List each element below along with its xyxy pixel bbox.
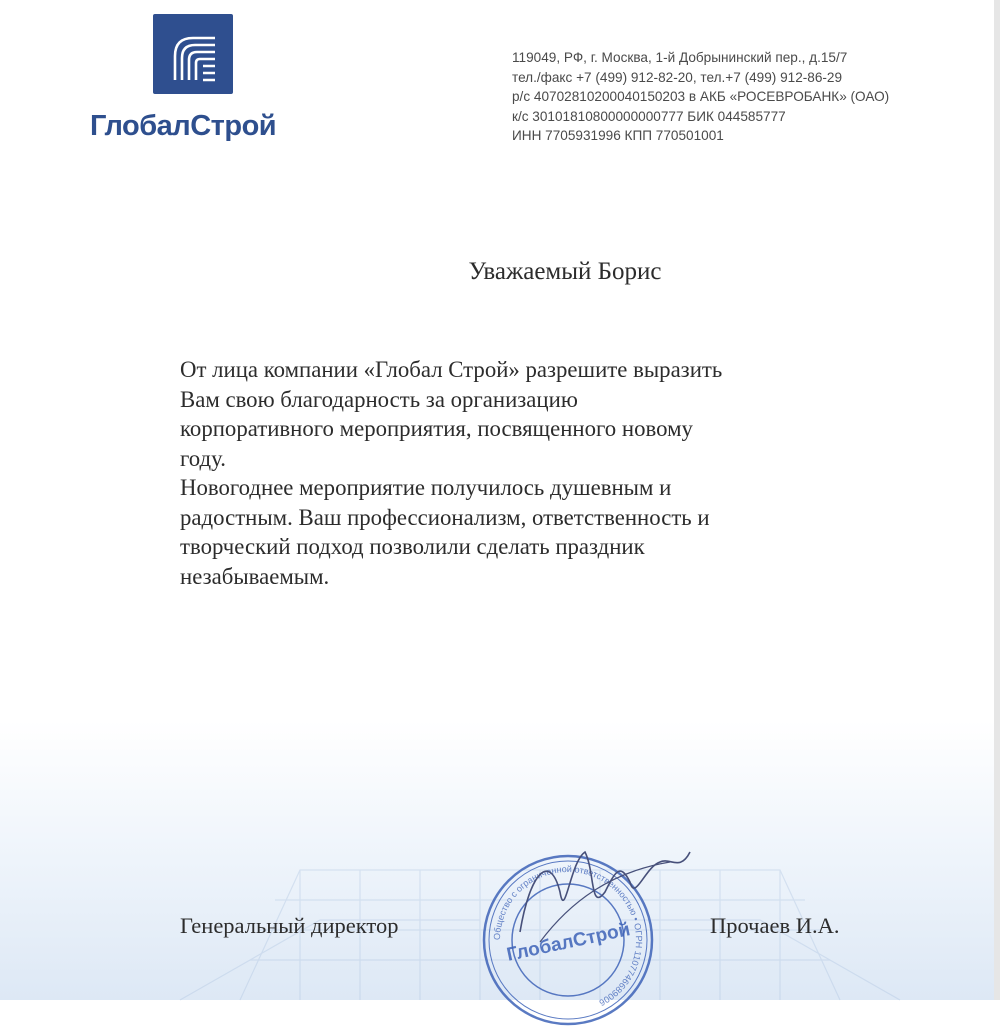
letter-greeting: Уважаемый Борис xyxy=(468,258,662,285)
handwritten-signature xyxy=(500,832,700,952)
company-requisites xyxy=(512,48,889,146)
company-logo-mark xyxy=(153,14,233,94)
requisites-inn: ИНН 7705931996 КПП 770501001 xyxy=(512,128,724,144)
body-line: корпоративного мероприятия, посвященного новому xyxy=(180,416,693,441)
body-line: Новогоднее мероприятие получилось душевным и xyxy=(180,475,672,500)
body-line: радостным. Ваш профессионализм, ответственность и xyxy=(180,504,710,530)
signatory-name: Прочаев И.А. xyxy=(710,913,840,938)
body-line: незабываемым. xyxy=(180,563,330,589)
body-line: От лица компании «Глобал Строй» разрешите выразить xyxy=(180,357,723,382)
stamp-center-text: ГлобалСтрой xyxy=(504,919,633,966)
letter-body xyxy=(180,355,880,591)
requisites-phone: тел./факс +7 (499) 912-82-20, тел.+7 (499) 912-86-29 xyxy=(512,69,843,85)
requisites-corr-account: к/с 30101810800000000777 БИК 044585777 xyxy=(512,108,786,124)
body-line: Вам свою благодарность за организацию xyxy=(180,386,578,412)
body-line: году. xyxy=(180,445,226,471)
requisites-address: 119049, РФ, г. Москва, 1-й Добрынинский пер., д.15/7 xyxy=(512,50,848,65)
company-logo-text: ГлобалСтрой xyxy=(90,110,277,142)
signatory-title: Генеральный директор xyxy=(180,913,399,938)
requisites-account: р/с 40702810200040150203 в АКБ «РОСЕВРОБАНК» (ОАО) xyxy=(512,89,890,105)
body-line: творческий подход позволили сделать праздник xyxy=(180,534,645,559)
stamp-ring-text: Общество с ограниченной ответственностью • ОГРН 1107746689006 xyxy=(491,863,645,1008)
